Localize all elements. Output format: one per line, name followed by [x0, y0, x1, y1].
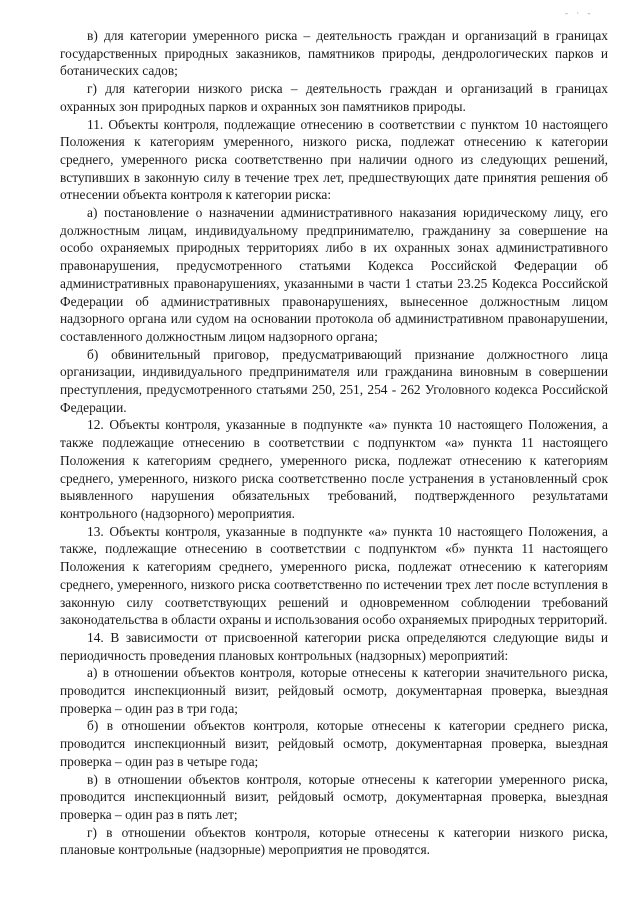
paragraph-14a: а) в отношении объектов контроля, которые отнесены к категории значительного риска, проводится инспекционный визит, рейдовый осмотр, документарная проверка, выездная проверка – один раз в три года;	[60, 665, 608, 716]
paragraph-14b: б) в отношении объектов контроля, которые отнесены к категории среднего риска, проводится инспекционный визит, рейдовый осмотр, документарная проверка, выездная проверка – один раз в четыре года;	[60, 718, 608, 769]
paragraph-11b: б) обвинительный приговор, предусматривающий признание должностного лица организации, индивидуального предпринимателя или гражданина виновным в совершении преступления, предусмотренного статьями 250, 251, 254 - 262 Уголовного кодекса Российской Федерации.	[60, 346, 608, 415]
scan-corner-mark: - · -	[565, 8, 594, 18]
paragraph-11: 11. Объекты контроля, подлежащие отнесению в соответствии с пунктом 10 настоящего Положения к категориям умеренного, низкого риска, подлежат отнесению к категории среднего, умеренного риска соответственно при наличии одного из следующих решений, вступивших в законную силу в течение трех лет, предшествующих дате принятия решения об отнесении объекта контроля к категории риска:	[60, 116, 608, 203]
paragraph-10v: в) для категории умеренного риска – деятельность граждан и организаций в границах государственных природных заказников, памятников природы, дендрологических парков и ботанических садов;	[60, 28, 608, 79]
paragraph-14: 14. В зависимости от присвоенной категории риска определяются следующие виды и периодичность проведения плановых контрольных (надзорных) мероприятий:	[60, 629, 608, 663]
paragraph-14v: в) в отношении объектов контроля, которые отнесены к категории умеренного риска, проводится инспекционный визит, рейдовый осмотр, документарная проверка, выездная проверка – один раз в пять лет;	[60, 771, 608, 822]
paragraph-10g: г) для категории низкого риска – деятельность граждан и организаций в границах охранных зон природных парков и охранных зон памятников природы.	[60, 81, 608, 114]
document-page	[60, 27, 608, 859]
paragraph-11a: а) постановление о назначении административного наказания юридическому лицу, его должностным лицам, индивидуальному предпринимателю, гражданину за совершение на особо охраняемых природных территориях либо в их охранных зонах административного правонарушения, предусмотренного статьями Кодекса Российской Федерации об административных правонарушениях, указанными в части 1 статьи 23.25 Кодекса Российской Федерации об административных правонарушениях, вынесенное должностным лицом надзорного органа или судом на основании протокола об административном правонарушении, составленного должностным лицом надзорного органа;	[60, 205, 608, 344]
paragraph-14g: г) в отношении объектов контроля, которые отнесены к категории низкого риска, плановые контрольные (надзорные) мероприятия не проводятся.	[60, 824, 608, 858]
paragraph-12: 12. Объекты контроля, указанные в подпункте «а» пункта 10 настоящего Положения, а также подлежащие отнесению в соответствии с подпунктом «а» пункта 11 настоящего Положения к категориям среднего, умеренного риска, подлежат отнесению к категориям среднего, умеренного, низкого риска соответственно после устранения в установленный срок выявленного нарушения обязательных требований, подтвержденного результатами контрольного (надзорного) мероприятия.	[60, 417, 608, 521]
paragraph-13: 13. Объекты контроля, указанные в подпункте «а» пункта 10 настоящего Положения, а также, подлежащие отнесению в соответствии с подпунктом «б» пункта 11 настоящего Положения к категориям среднего, умеренного риска, подлежат отнесению к категориям среднего, умеренного, низкого риска соответственно по истечении трех лет после вступления в законную силу соответствующих решений и одновременном соблюдении требований законодательства в области охраны и использования особо охраняемых природных территорий.	[60, 523, 608, 628]
